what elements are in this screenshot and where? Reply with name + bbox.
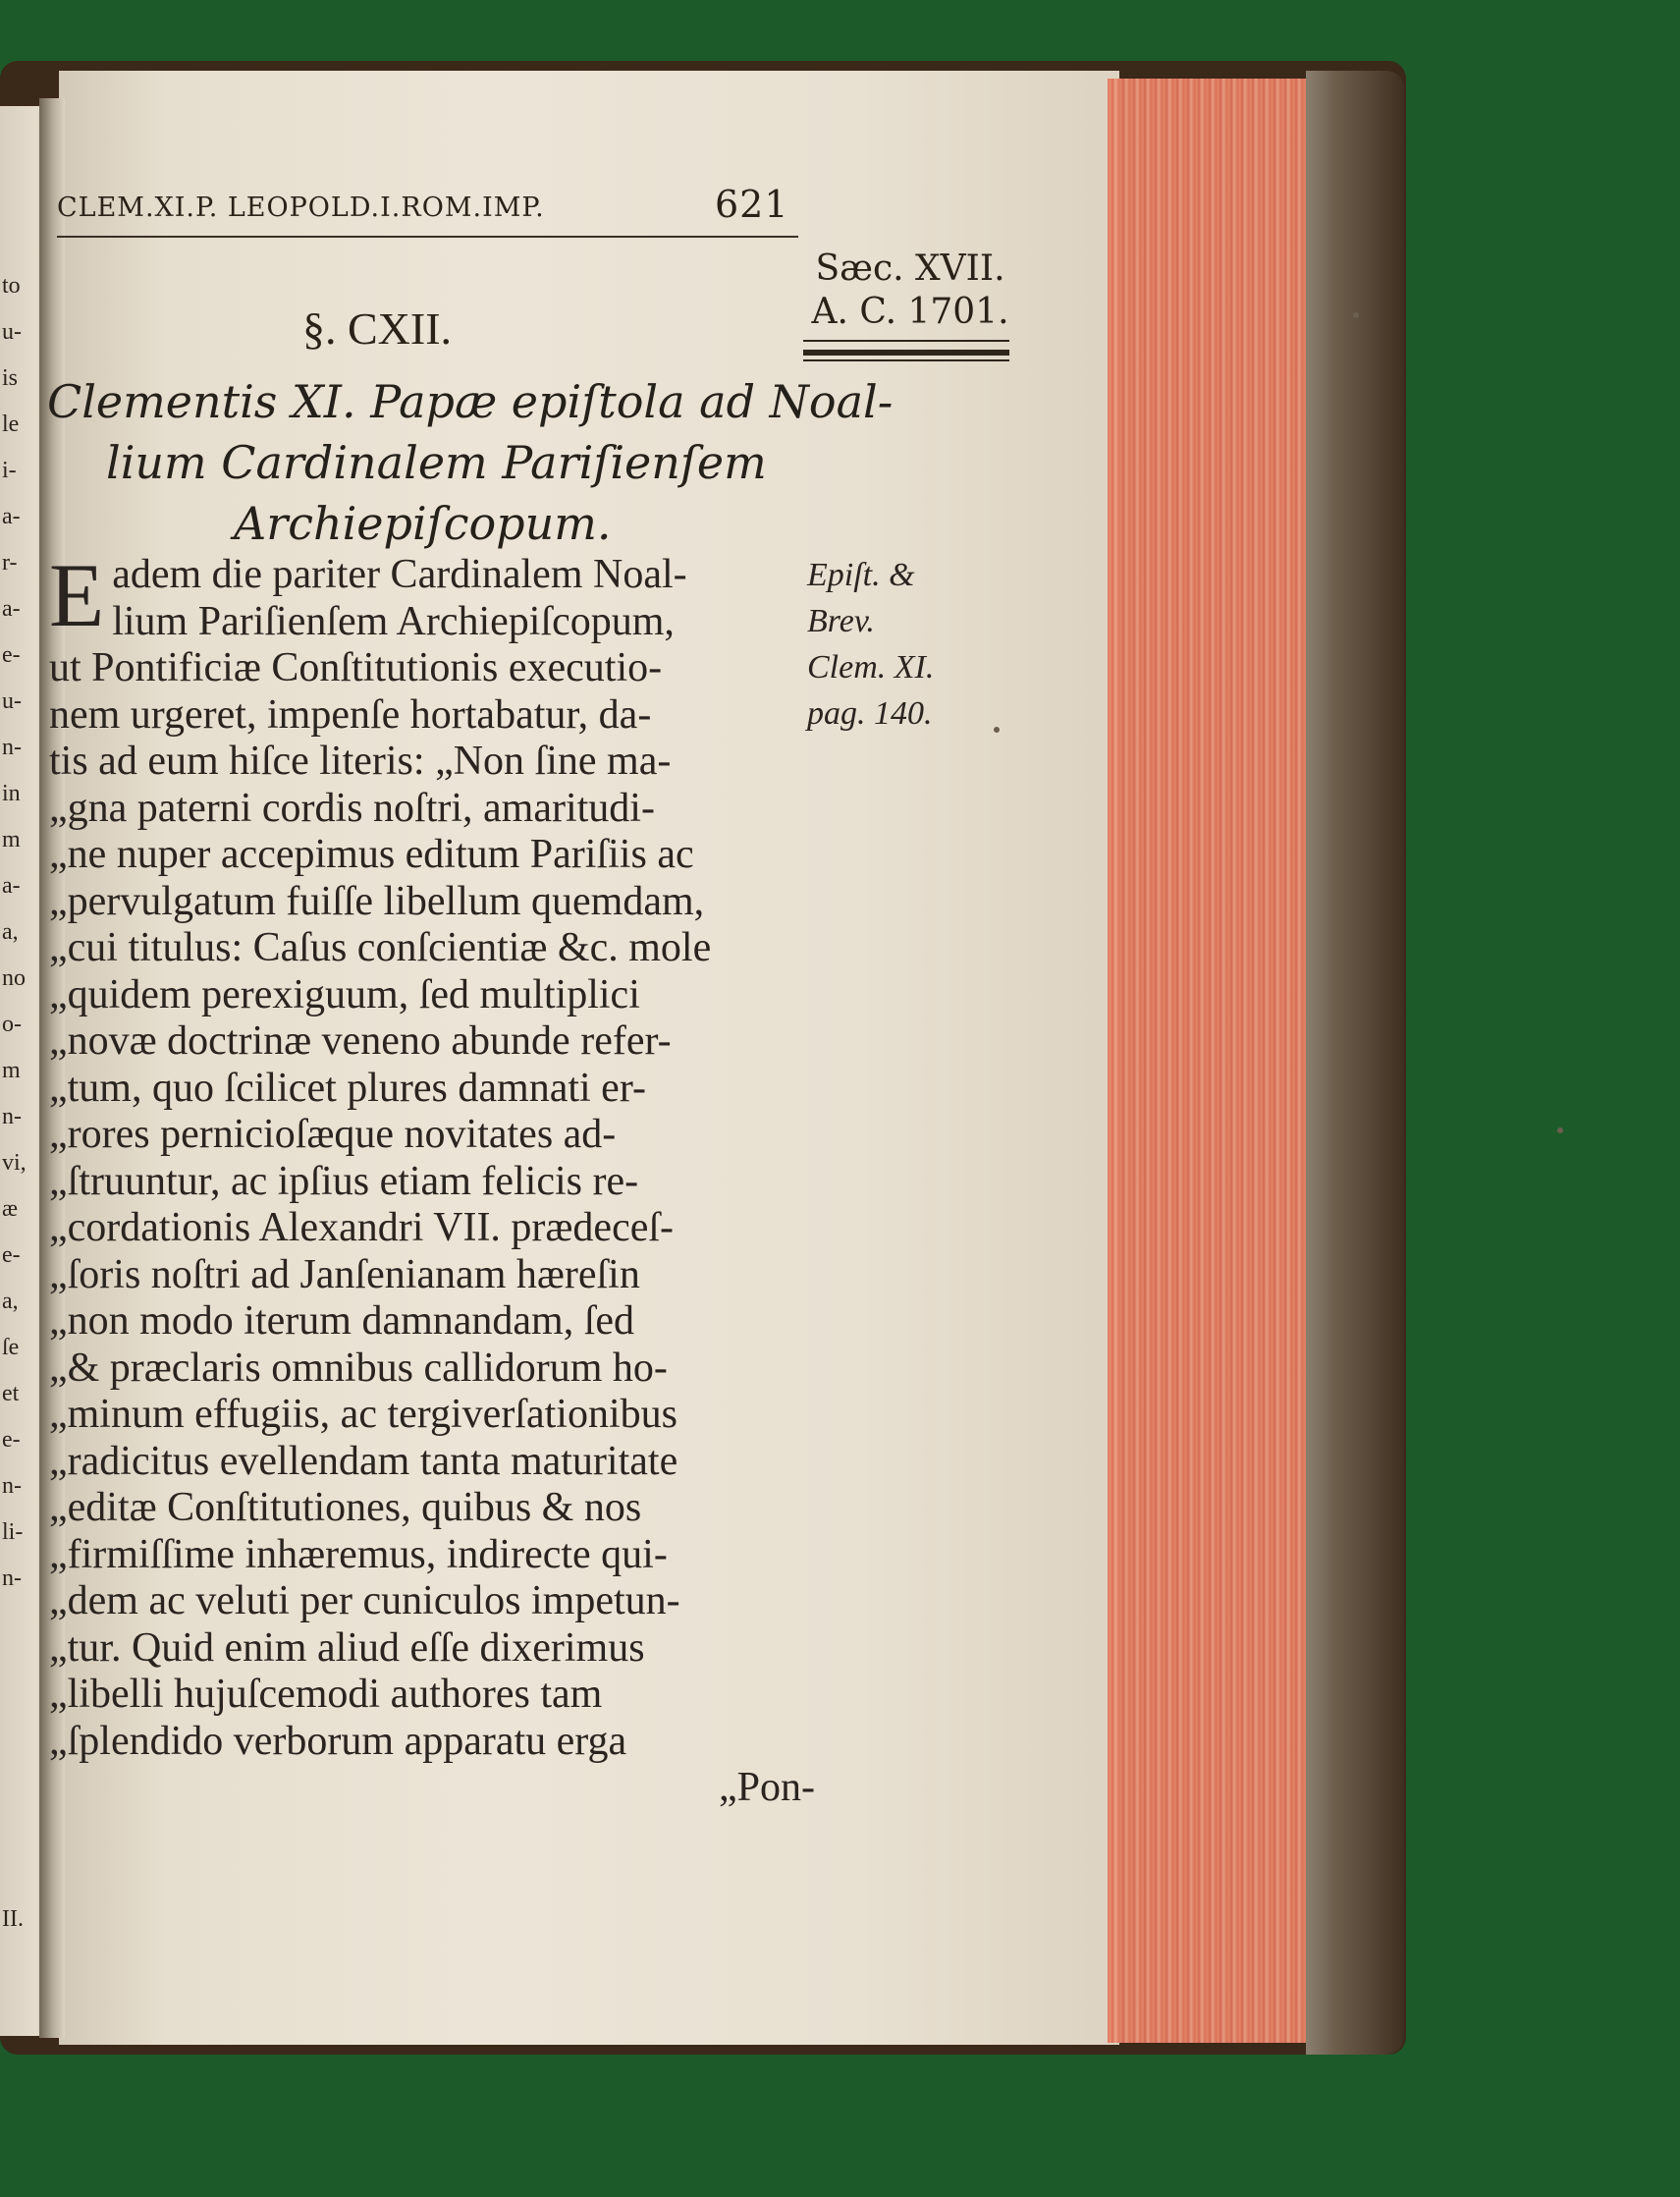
left-page-fragment: a- — [2, 504, 21, 529]
chapter-heading — [47, 371, 894, 554]
date-rule-thin-lower — [803, 359, 1009, 361]
left-page-fragment: e- — [2, 642, 21, 668]
reference-line: pag. 140. — [807, 695, 933, 732]
left-page-fragment: vi, — [2, 1150, 27, 1176]
heading-line: Clementis XI. Papæ epiſtola ad Noal- — [47, 375, 894, 428]
text-line: „libelli hujuſcemodi authores tam — [49, 1672, 603, 1717]
body-text — [49, 545, 815, 1812]
text-line: „gna paterni cordis noſtri, amaritudi- — [49, 785, 655, 831]
text-line: nem urgeret, impenſe hortabatur, da- — [49, 691, 652, 738]
left-page-fragment: æ — [2, 1196, 19, 1222]
left-page-fragment: II. — [2, 1906, 24, 1932]
left-page-fragment: o- — [2, 1012, 22, 1037]
text-line: tis ad eum hiſce literis: „Non ſine ma- — [49, 739, 672, 784]
text-line: „& præclaris omnibus callidorum ho- — [49, 1345, 668, 1391]
year-label: A. C. 1701. — [811, 292, 1009, 332]
left-page-fragment: m — [2, 1058, 21, 1083]
header-rule — [57, 236, 798, 238]
left-page-fragment: ſe — [2, 1335, 20, 1360]
left-page-fragment: a- — [2, 596, 21, 622]
left-page-fragment: to — [2, 273, 21, 299]
left-page-fragment: et — [2, 1381, 20, 1406]
text-line: „ſoris noſtri ad Janſenianam hæreſin — [49, 1251, 640, 1297]
text-line: ut Pontificiæ Conſtitutionis executio- — [49, 645, 663, 690]
left-page-fragment: m — [2, 827, 21, 852]
text-line: „ne nuper accepimus editum Pariſiis ac — [49, 832, 694, 877]
text-line: „tum, quo ſcilicet plures damnati er- — [49, 1065, 646, 1111]
text-line: „radicitus evellendam tanta maturitate — [49, 1438, 678, 1484]
text-line: „ſtruuntur, ac ipſius etiam felicis re- — [49, 1158, 639, 1204]
left-page-fragment: n- — [2, 735, 22, 760]
catchword: „Pon- — [719, 1765, 815, 1810]
text-line: adem die pariter Cardinalem Noal- — [112, 552, 687, 597]
left-page-fragment: a, — [2, 1289, 19, 1314]
left-page-fragment: a- — [2, 873, 21, 899]
text-line: „quidem perexiguum, ſed multiplici — [49, 971, 640, 1017]
paper-speck — [1353, 312, 1359, 318]
left-page-fragment: e- — [2, 1242, 21, 1268]
left-page-fragment: is — [2, 365, 19, 391]
left-page-fragment: le — [2, 412, 20, 437]
text-line: lium Pariſienſem Archiepiſcopum, — [112, 598, 675, 644]
text-line: „cui titulus: Caſus conſcientiæ &c. mole — [49, 925, 712, 970]
cover-spine-edge — [1306, 71, 1404, 2055]
text-line: „rores pernicioſæque novitates ad- — [49, 1112, 617, 1157]
text-line: „pervulgatum fuiſſe libellum quemdam, — [49, 878, 705, 924]
left-page-fragment: n- — [2, 1104, 22, 1129]
left-page-fragment: u- — [2, 688, 22, 714]
text-line: „minum effugiis, ac tergiverſationibus — [49, 1392, 677, 1437]
text-line: „cordationis Alexandri VII. prædeceſ- — [49, 1205, 675, 1250]
left-page-fragment: e- — [2, 1427, 21, 1453]
left-page-fragment: li- — [2, 1519, 24, 1545]
section-number: §. CXII. — [302, 303, 453, 354]
text-line: „editæ Conſtitutiones, quibus & nos — [49, 1485, 642, 1530]
left-page-fragment: i- — [2, 458, 17, 483]
heading-line: Archiepiſcopum. — [234, 497, 612, 550]
left-page-fragment: r- — [2, 550, 18, 576]
page-number: 621 — [715, 183, 789, 226]
heading-line: lium Cardinalem Pariſienſem — [106, 436, 767, 489]
reference-line: Brev. — [807, 603, 875, 639]
paper-speck — [994, 727, 1000, 733]
drop-cap: E — [49, 545, 105, 645]
paper-speck — [1557, 1127, 1563, 1133]
century-label: Sæc. XVII. — [815, 248, 1005, 289]
left-page-fragment: u- — [2, 319, 22, 345]
text-line: „ſplendido verborum apparatu erga — [49, 1718, 627, 1764]
margin-date — [797, 247, 1023, 334]
left-page-fragment: n- — [2, 1565, 22, 1591]
text-line: „tur. Quid enim aliud eſſe dixerimus — [49, 1624, 645, 1671]
text-line: „non modo iterum damnandam, ſed — [49, 1298, 635, 1344]
text-line: „novæ doctrinæ veneno abunde refer- — [49, 1018, 672, 1064]
marginal-reference — [807, 552, 1003, 737]
left-page-fragment: a, — [2, 919, 19, 945]
left-page-fragment: in — [2, 781, 21, 806]
text-line: „dem ac veluti per cuniculos impetun- — [49, 1578, 680, 1623]
red-page-edges — [1108, 79, 1312, 2043]
left-page-fragment: no — [2, 965, 26, 991]
reference-line: Epiſt. & — [807, 557, 915, 593]
text-line: „firmiſſime inhæremus, indirecte qui- — [49, 1531, 668, 1577]
reference-line: Clem. XI. — [807, 649, 935, 686]
running-head-title: CLEM.XI.P. LEOPOLD.I.ROM.IMP. — [57, 192, 545, 223]
date-rule-thick — [803, 350, 1009, 356]
date-rule-thin — [803, 340, 1009, 342]
left-page-fragment: n- — [2, 1473, 22, 1499]
